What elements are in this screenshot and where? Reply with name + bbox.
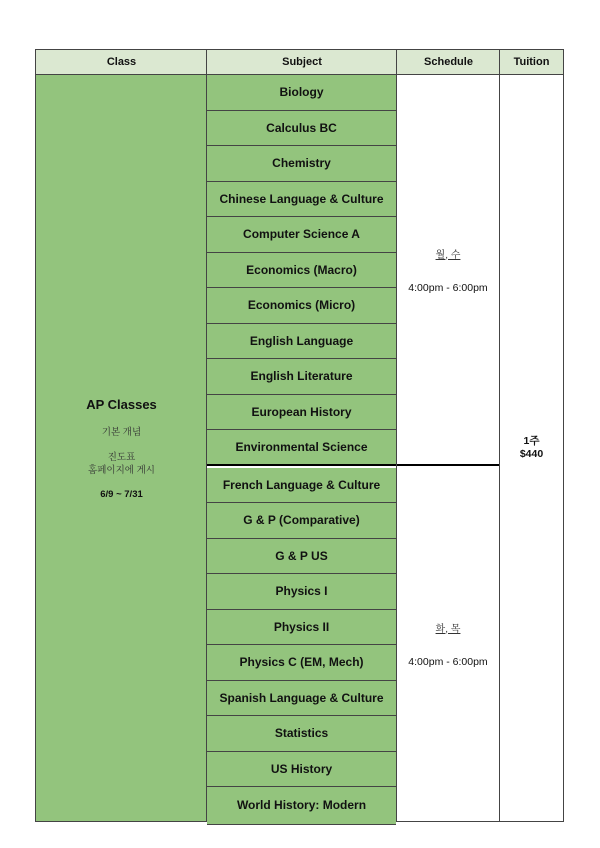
col-divider	[206, 50, 207, 821]
subject-row: Calculus BC	[207, 111, 396, 147]
header-schedule: Schedule	[397, 50, 500, 75]
subject-row: Economics (Micro)	[207, 288, 396, 324]
header-tuition: Tuition	[500, 50, 563, 75]
subject-row: Physics II	[207, 610, 396, 646]
subject-row: G & P US	[207, 539, 396, 575]
schedule-days: 화, 목	[435, 623, 461, 635]
subject-row: US History	[207, 752, 396, 788]
subject-row: French Language & Culture	[207, 468, 396, 504]
subject-row: Statistics	[207, 716, 396, 752]
subject-row: Biology	[207, 75, 396, 111]
tuition-amount: $440	[519, 448, 544, 460]
schedule-group-mon-wed	[397, 75, 499, 464]
class-title: AP Classes	[86, 396, 157, 412]
subject-row: World History: Modern	[207, 787, 396, 825]
subject-row: English Language	[207, 324, 396, 360]
col-divider	[396, 50, 397, 821]
subject-row: European History	[207, 395, 396, 431]
subject-row: Chemistry	[207, 146, 396, 182]
class-note-homepage: 홈페이지에 게시	[88, 464, 155, 476]
header-class: Class	[36, 50, 207, 75]
class-note-concept: 기본 개념	[101, 426, 142, 438]
subject-row: Physics I	[207, 574, 396, 610]
schedule-time: 4:00pm - 6:00pm	[408, 281, 488, 294]
col-divider	[499, 50, 500, 821]
subject-row: English Literature	[207, 359, 396, 395]
class-dates: 6/9 ~ 7/31	[100, 488, 143, 500]
subject-list	[207, 75, 396, 821]
subject-row: Chinese Language & Culture	[207, 182, 396, 218]
tuition-cell	[500, 75, 563, 821]
subject-row: Spanish Language & Culture	[207, 681, 396, 717]
header-subject: Subject	[207, 50, 397, 75]
subject-row: Environmental Science	[207, 430, 396, 466]
group-divider	[207, 464, 499, 466]
schedule-group-tue-thu	[397, 466, 499, 821]
subject-row: Computer Science A	[207, 217, 396, 253]
class-cell	[36, 75, 207, 821]
subject-row: Economics (Macro)	[207, 253, 396, 289]
schedule-time: 4:00pm - 6:00pm	[408, 655, 488, 668]
subject-row: Physics C (EM, Mech)	[207, 645, 396, 681]
schedule-days: 월, 수	[435, 249, 461, 261]
subject-row: G & P (Comparative)	[207, 503, 396, 539]
tuition-period: 1주	[523, 435, 540, 447]
schedule-table	[35, 49, 564, 822]
class-note-syllabus: 진도표	[107, 451, 136, 463]
